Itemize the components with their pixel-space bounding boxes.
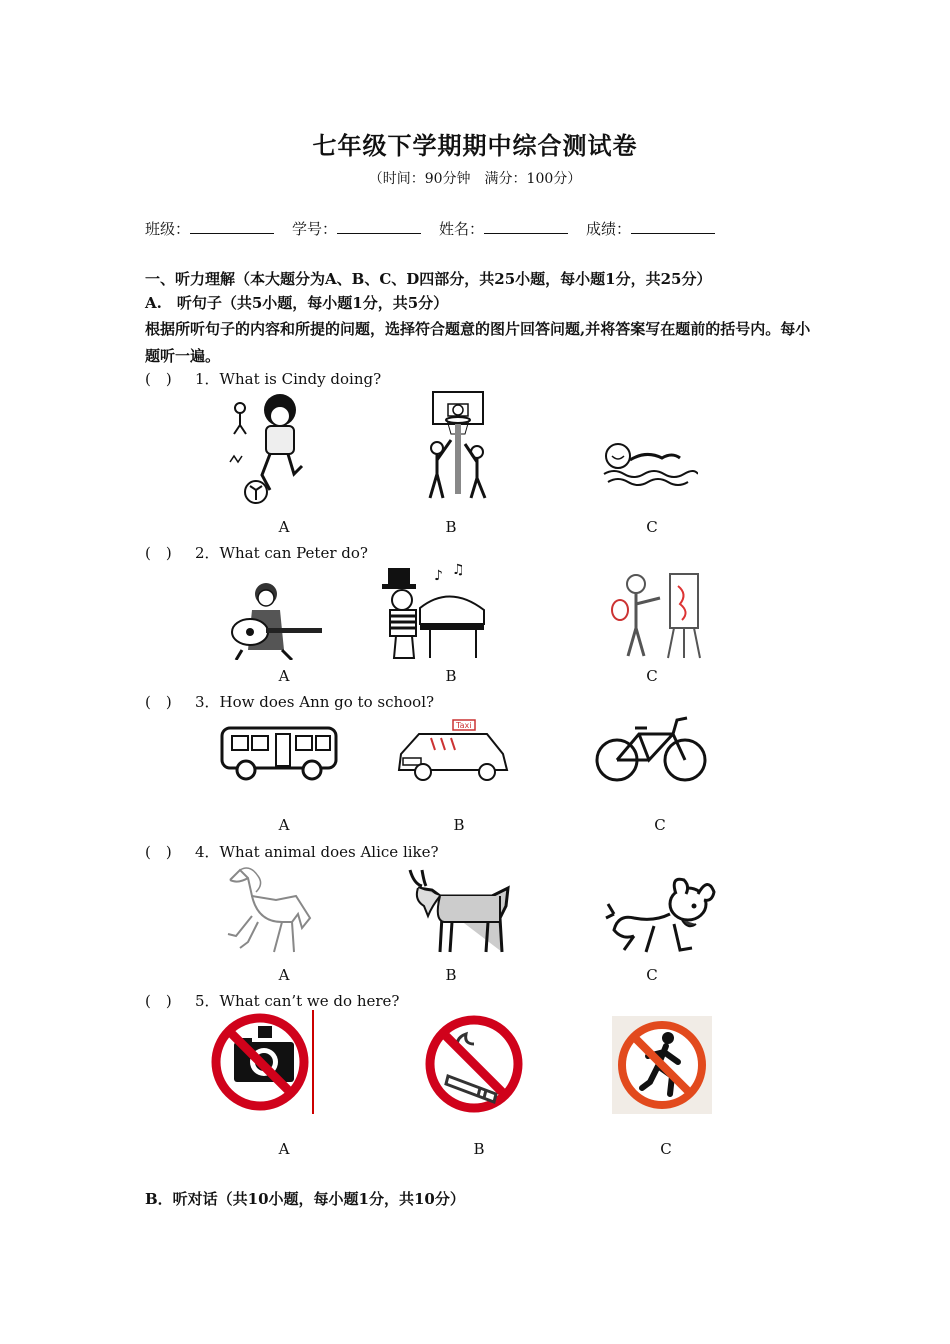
no-smoking-sign-icon [424,1014,524,1114]
question-4 [145,841,439,862]
man-playing-guitar-icon [222,580,324,660]
taxi-sign-text: Taxi [456,721,472,730]
question-5 [145,990,399,1011]
horse-icon [218,866,314,958]
goat-icon [404,866,514,958]
name-field [439,218,568,239]
question-2 [145,542,368,563]
option-label: C [660,1140,672,1158]
answer-bracket[interactable]: ( ) [145,544,172,562]
answer-bracket[interactable]: ( ) [145,370,172,388]
section-a-heading: A. 听句子（共5小题，每小题1分，共5分） [145,294,449,312]
question-text: 1．What is Cindy doing? [195,370,382,388]
option-label: C [654,816,666,834]
no-photography-sign-icon [210,1010,316,1116]
student-id-blank[interactable] [337,219,421,234]
answer-bracket[interactable]: ( ) [145,843,172,861]
question-3 [145,691,434,712]
option-label: B [473,1140,485,1158]
name-blank[interactable] [484,219,568,234]
option-label: A [278,1140,290,1158]
question-text: 2．What can Peter do? [195,544,368,562]
score-blank[interactable] [631,219,715,234]
person-swimming-icon [602,438,698,488]
svg-text:♪: ♪ [434,568,443,584]
no-running-sign-icon [612,1016,712,1114]
option-label: C [646,966,658,984]
class-field [145,218,274,239]
exam-subtitle: （时间：90分钟 满分：100分） [368,171,582,187]
option-label: B [445,518,457,536]
boy-playing-soccer-icon [222,390,322,505]
bus-icon [218,722,340,784]
option-label: A [278,816,290,834]
question-text: 3．How does Ann go to school? [195,693,435,711]
option-label: C [646,518,658,536]
score-field [586,218,715,239]
answer-bracket[interactable]: ( ) [145,693,172,711]
option-label: C [646,667,658,685]
option-label: A [278,667,290,685]
man-playing-piano-icon [380,562,492,662]
student-info-row [145,218,715,239]
dog-icon [604,874,716,958]
score-label: 成绩： [586,220,632,238]
name-label: 姓名： [439,220,485,238]
section-b-heading: B．听对话（共10小题，每小题1分，共10分） [145,1190,465,1208]
option-label: B [453,816,465,834]
svg-text:♫: ♫ [452,562,465,578]
student-id-label: 学号： [292,220,338,238]
question-text: 4．What animal does Alice like? [195,843,439,861]
section-1-heading: 一、听力理解（本大题分为A、B、C、D四部分，共25小题，每小题1分，共25分） [145,270,712,288]
option-label: A [278,966,290,984]
bicycle-icon [595,714,707,784]
option-label: B [445,966,457,984]
taxi-icon [395,718,511,786]
question-1 [145,368,381,389]
man-painting-icon [608,570,704,660]
option-label: B [445,667,457,685]
class-blank[interactable] [190,219,274,234]
answer-bracket[interactable]: ( ) [145,992,172,1010]
student-id-field [292,218,421,239]
instructions: 根据所听句子的内容和所提的问题，选择符合题意的图片回答问题,并将答案写在题前的括号内。每小题听一遍。 [145,320,811,365]
kids-playing-basketball-icon [415,390,495,505]
class-label: 班级： [145,220,191,238]
question-text: 5．What can’t we do here? [195,992,400,1010]
option-label: A [278,518,290,536]
page-title: 七年级下学期期中综合测试卷 [312,131,638,160]
